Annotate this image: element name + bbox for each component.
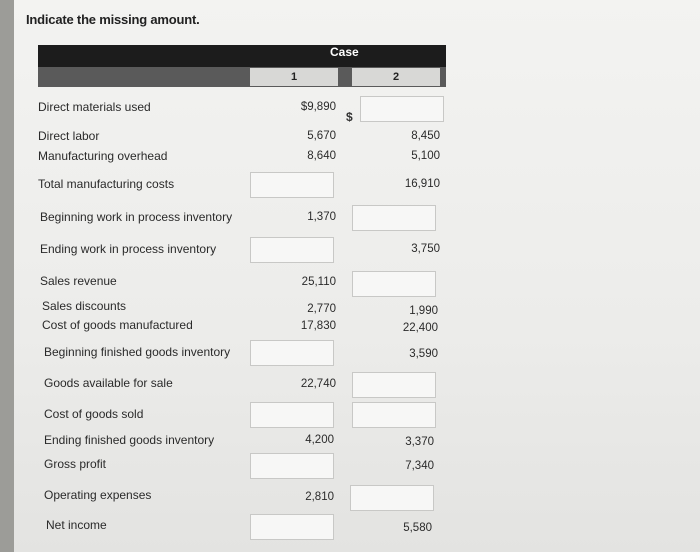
row-label-direct-labor: Direct labor	[38, 129, 100, 143]
case2-beg-wip-input[interactable]	[352, 205, 436, 231]
case-header-bar	[38, 45, 446, 67]
case2-net-income: 5,580	[403, 522, 432, 534]
case2-sales-discounts: 1,990	[409, 305, 438, 317]
case1-overhead: 8,640	[307, 150, 336, 162]
row-label-total-mfg: Total manufacturing costs	[38, 177, 175, 191]
row-label-overhead: Manufacturing overhead	[38, 149, 168, 163]
row-label-direct-materials: Direct materials used	[38, 100, 151, 114]
case1-direct-materials: $9,890	[300, 101, 336, 113]
case1-beg-fg-input[interactable]	[250, 340, 334, 366]
case1-total-mfg-input[interactable]	[250, 172, 334, 198]
case1-net-income-input[interactable]	[250, 514, 334, 540]
case1-beg-wip: 1,370	[307, 211, 336, 223]
row-label-cogm: Cost of goods manufactured	[42, 318, 193, 332]
background-edge	[0, 0, 14, 552]
row-label-beg-wip: Beginning work in process inventory	[40, 210, 233, 224]
case1-direct-labor: 5,670	[307, 130, 336, 142]
case1-opex: 2,810	[305, 491, 334, 503]
case2-total-mfg: 16,910	[404, 178, 440, 190]
row-label-beg-fg: Beginning finished goods inventory	[44, 345, 231, 359]
dollar-sign: $	[346, 110, 353, 124]
row-label-end-wip: Ending work in process inventory	[40, 242, 217, 256]
case2-cogs-input[interactable]	[352, 402, 436, 428]
case2-direct-materials-input[interactable]	[360, 96, 444, 122]
case2-beg-fg: 3,590	[409, 348, 438, 360]
case-header-label: Case	[330, 45, 359, 59]
case1-gross-profit-input[interactable]	[250, 453, 334, 479]
case2-sales-revenue-input[interactable]	[352, 271, 436, 297]
case-1-header: 1	[250, 68, 338, 86]
case2-end-wip: 3,750	[411, 243, 440, 255]
case2-cogm: 22,400	[402, 322, 438, 334]
case1-cogs-input[interactable]	[250, 402, 334, 428]
case2-gross-profit: 7,340	[405, 460, 434, 472]
case1-end-wip-input[interactable]	[250, 237, 334, 263]
case2-opex-input[interactable]	[350, 485, 434, 511]
case2-overhead: 5,100	[411, 150, 440, 162]
row-label-cogs: Cost of goods sold	[44, 407, 144, 421]
instruction-text: Indicate the missing amount.	[26, 12, 200, 27]
case1-sales-revenue: 25,110	[301, 276, 336, 288]
row-label-sales-discounts: Sales discounts	[42, 299, 127, 313]
row-label-end-fg: Ending finished goods inventory	[44, 433, 215, 447]
row-label-opex: Operating expenses	[44, 488, 152, 502]
row-label-goods-avail: Goods available for sale	[44, 376, 173, 390]
row-label-gross-profit: Gross profit	[44, 457, 107, 471]
case2-direct-labor: 8,450	[411, 130, 440, 142]
case-2-header: 2	[352, 68, 440, 86]
case1-cogm: 17,830	[300, 320, 336, 332]
case1-sales-discounts: 2,770	[307, 303, 336, 315]
row-label-net-income: Net income	[46, 518, 107, 532]
case1-end-fg: 4,200	[305, 434, 334, 446]
case1-goods-avail: 22,740	[300, 378, 336, 390]
case2-goods-avail-input[interactable]	[352, 372, 436, 398]
row-label-sales-revenue: Sales revenue	[40, 274, 117, 288]
case2-end-fg: 3,370	[405, 436, 434, 448]
